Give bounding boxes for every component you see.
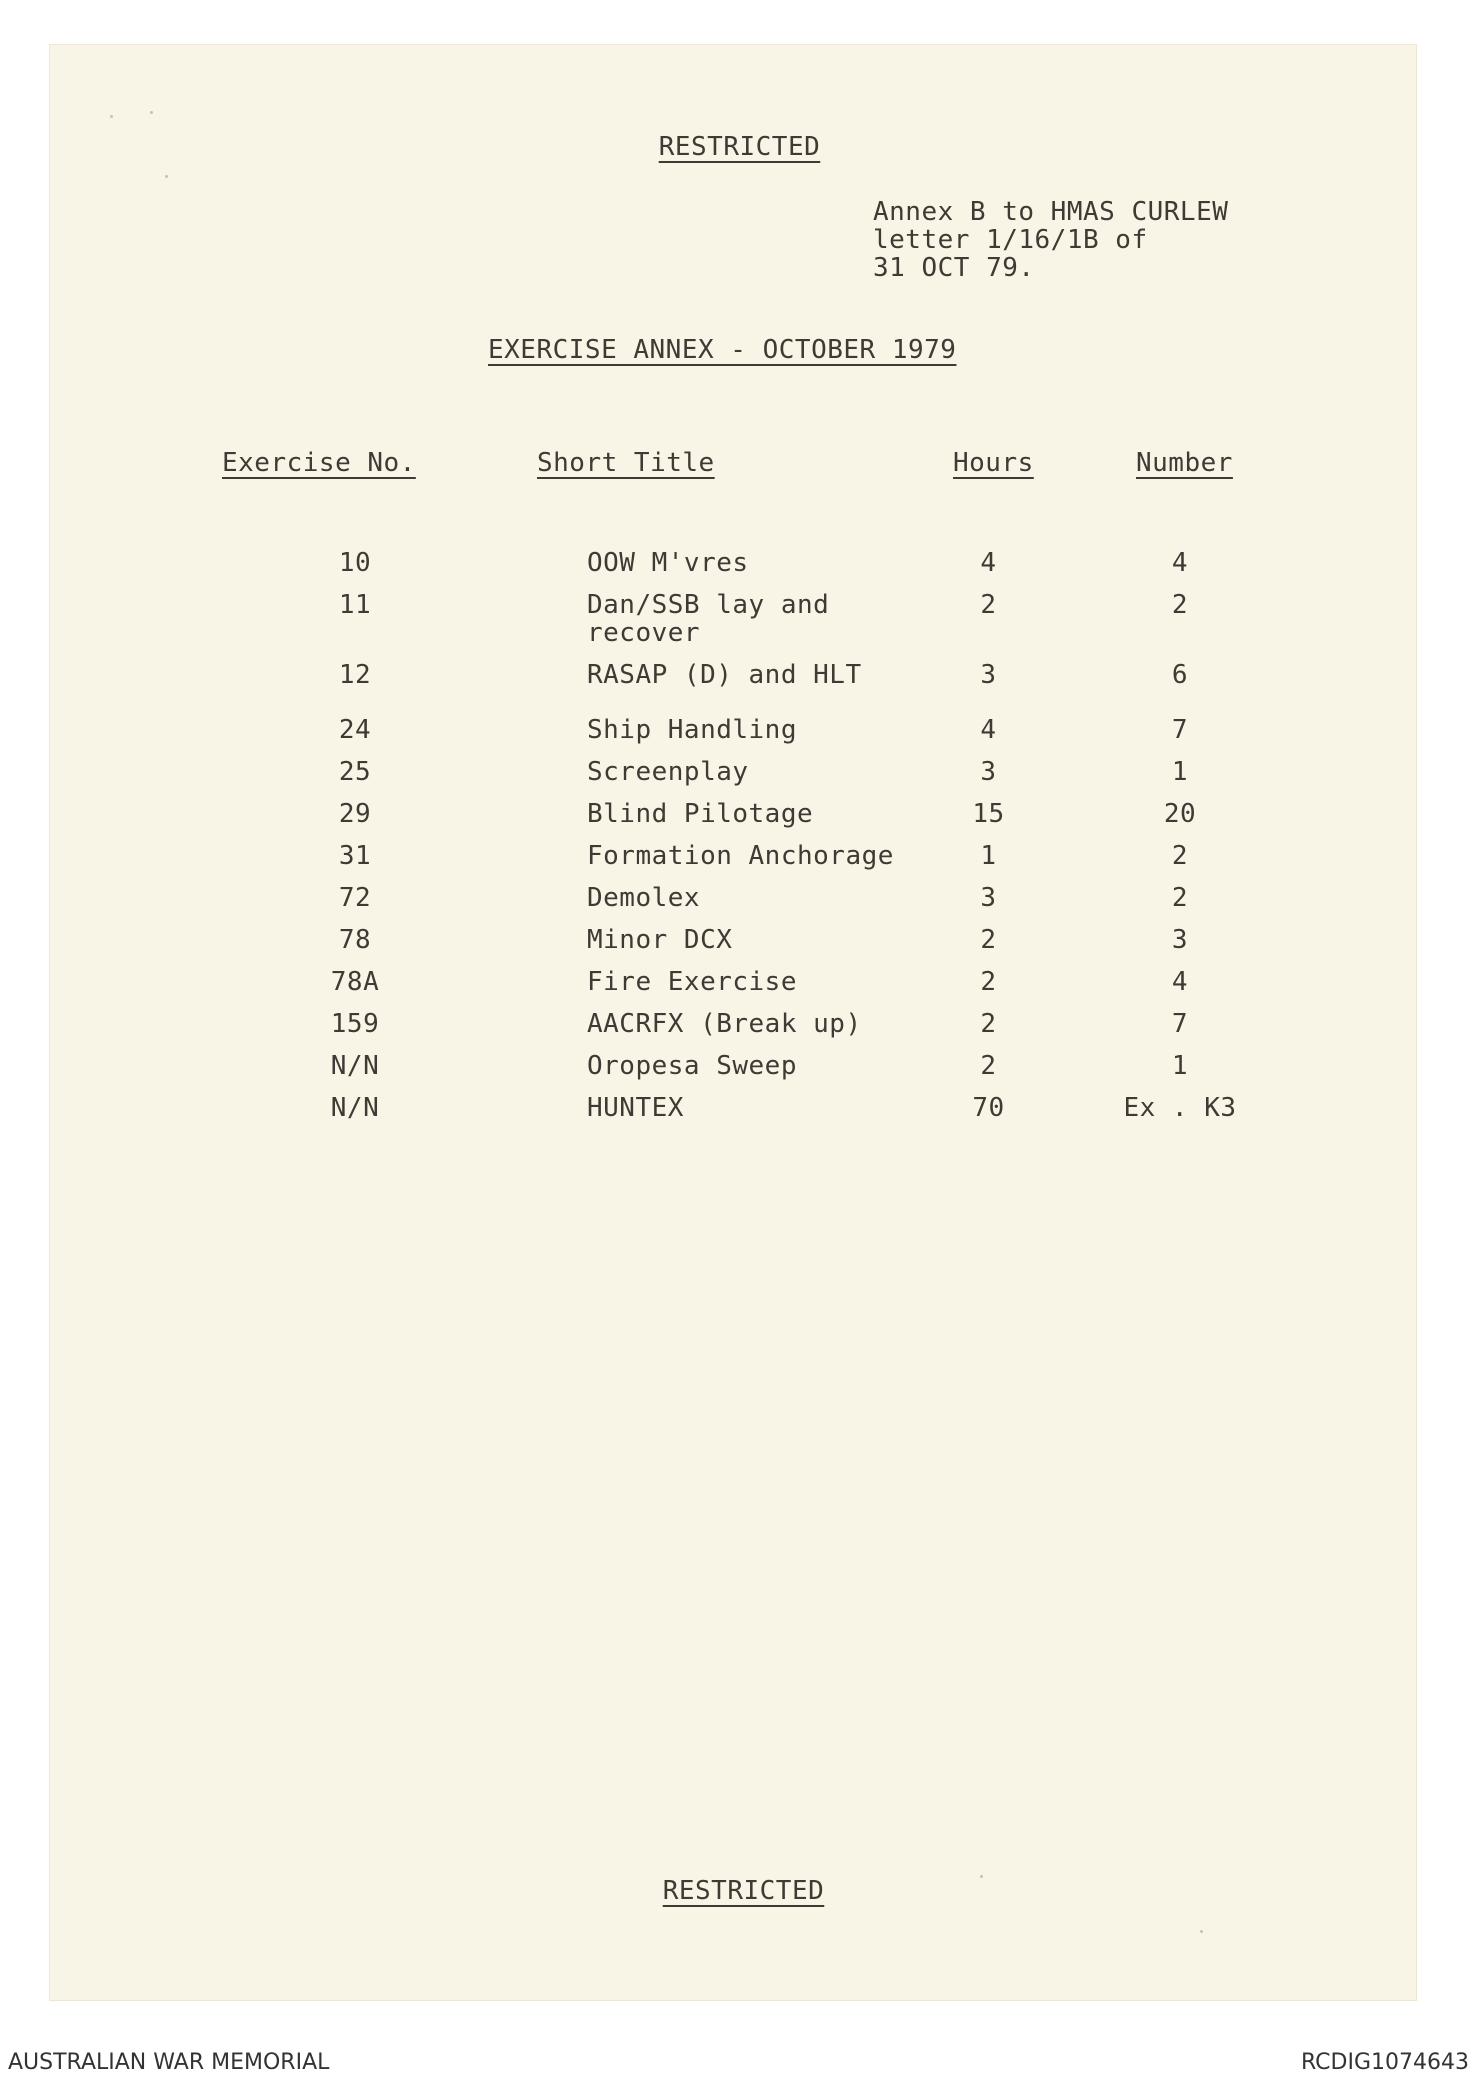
cell-hours: 15 bbox=[972, 799, 1005, 829]
cell-number: 3 bbox=[1171, 925, 1189, 955]
cell-number: 1 bbox=[1171, 757, 1189, 787]
cell-exercise-no: 29 bbox=[338, 799, 372, 829]
paper-speck bbox=[110, 115, 113, 118]
cell-short-title: Ship Handling bbox=[587, 715, 797, 745]
cell-short-title: Oropesa Sweep bbox=[587, 1051, 797, 1081]
paper-speck bbox=[1200, 1930, 1203, 1933]
document-title: EXERCISE ANNEX - OCTOBER 1979 bbox=[488, 335, 957, 365]
cell-exercise-no: 78 bbox=[338, 925, 372, 955]
cell-exercise-no: 78A bbox=[330, 967, 380, 997]
classification-header: RESTRICTED bbox=[658, 132, 821, 162]
cell-exercise-no: 72 bbox=[338, 883, 372, 913]
cell-hours: 4 bbox=[980, 548, 997, 578]
cell-exercise-no: 25 bbox=[338, 757, 372, 787]
cell-short-title: AACRFX (Break up) bbox=[587, 1009, 862, 1039]
cell-short-title: Blind Pilotage bbox=[587, 799, 814, 829]
archive-reference: RCDIG1074643 bbox=[1300, 2050, 1469, 2075]
cell-number: 2 bbox=[1171, 883, 1189, 913]
cell-number: 1 bbox=[1171, 1051, 1189, 1081]
column-header-exercise-no: Exercise No. bbox=[222, 448, 416, 478]
reference-block bbox=[873, 198, 1228, 282]
cell-number: 4 bbox=[1171, 967, 1189, 997]
paper-speck bbox=[150, 111, 153, 114]
cell-hours: 2 bbox=[980, 967, 997, 997]
cell-exercise-no: 12 bbox=[338, 660, 372, 690]
cell-short-title: Fire Exercise bbox=[587, 967, 797, 997]
cell-hours: 3 bbox=[980, 757, 997, 787]
cell-short-title: Demolex bbox=[587, 883, 701, 913]
cell-exercise-no: 159 bbox=[330, 1009, 380, 1039]
cell-number: 7 bbox=[1171, 1009, 1189, 1039]
cell-short-title: Formation Anchorage bbox=[587, 841, 894, 871]
column-header-hours: Hours bbox=[953, 448, 1034, 478]
classification-footer: RESTRICTED bbox=[662, 1876, 825, 1906]
cell-exercise-no: 24 bbox=[338, 715, 372, 745]
cell-exercise-no: 11 bbox=[338, 590, 372, 620]
cell-number: 2 bbox=[1171, 841, 1189, 871]
reference-line-1: Annex B to HMAS CURLEW bbox=[873, 197, 1229, 227]
cell-hours: 2 bbox=[980, 1051, 997, 1081]
cell-short-title: RASAP (D) and HLT bbox=[587, 660, 862, 690]
cell-exercise-no: N/N bbox=[330, 1093, 380, 1123]
cell-number: 4 bbox=[1171, 548, 1189, 578]
reference-line-3: 31 OCT 79. bbox=[873, 253, 1035, 283]
paper-speck bbox=[165, 175, 168, 178]
cell-number: 7 bbox=[1171, 715, 1189, 745]
cell-short-title: Screenplay bbox=[587, 757, 749, 787]
cell-hours: 2 bbox=[980, 925, 997, 955]
cell-short-title: Minor DCX bbox=[587, 925, 733, 955]
cell-exercise-no: 10 bbox=[338, 548, 372, 578]
cell-hours: 1 bbox=[980, 841, 997, 871]
cell-hours: 3 bbox=[980, 883, 997, 913]
cell-hours: 70 bbox=[972, 1093, 1005, 1123]
cell-number: 6 bbox=[1171, 660, 1189, 690]
cell-hours: 2 bbox=[980, 1009, 997, 1039]
cell-exercise-no: 31 bbox=[338, 841, 372, 871]
cell-number: Ex . K3 bbox=[1123, 1093, 1237, 1123]
cell-number: 2 bbox=[1171, 590, 1189, 620]
cell-hours: 3 bbox=[980, 660, 997, 690]
cell-short-title: HUNTEX bbox=[587, 1093, 684, 1123]
archive-credit: AUSTRALIAN WAR MEMORIAL bbox=[8, 2050, 330, 2075]
cell-exercise-no: N/N bbox=[330, 1051, 380, 1081]
cell-hours: 2 bbox=[980, 590, 997, 620]
cell-short-title: OOW M'vres bbox=[587, 548, 749, 578]
cell-number: 20 bbox=[1163, 799, 1197, 829]
column-header-number: Number bbox=[1136, 448, 1233, 478]
cell-short-title: Dan/SSB lay and bbox=[587, 590, 830, 620]
cell-short-title-continued: recover bbox=[587, 618, 701, 648]
reference-line-2: letter 1/16/1B of bbox=[873, 225, 1148, 255]
cell-hours: 4 bbox=[980, 715, 997, 745]
column-header-short-title: Short Title bbox=[537, 448, 715, 478]
